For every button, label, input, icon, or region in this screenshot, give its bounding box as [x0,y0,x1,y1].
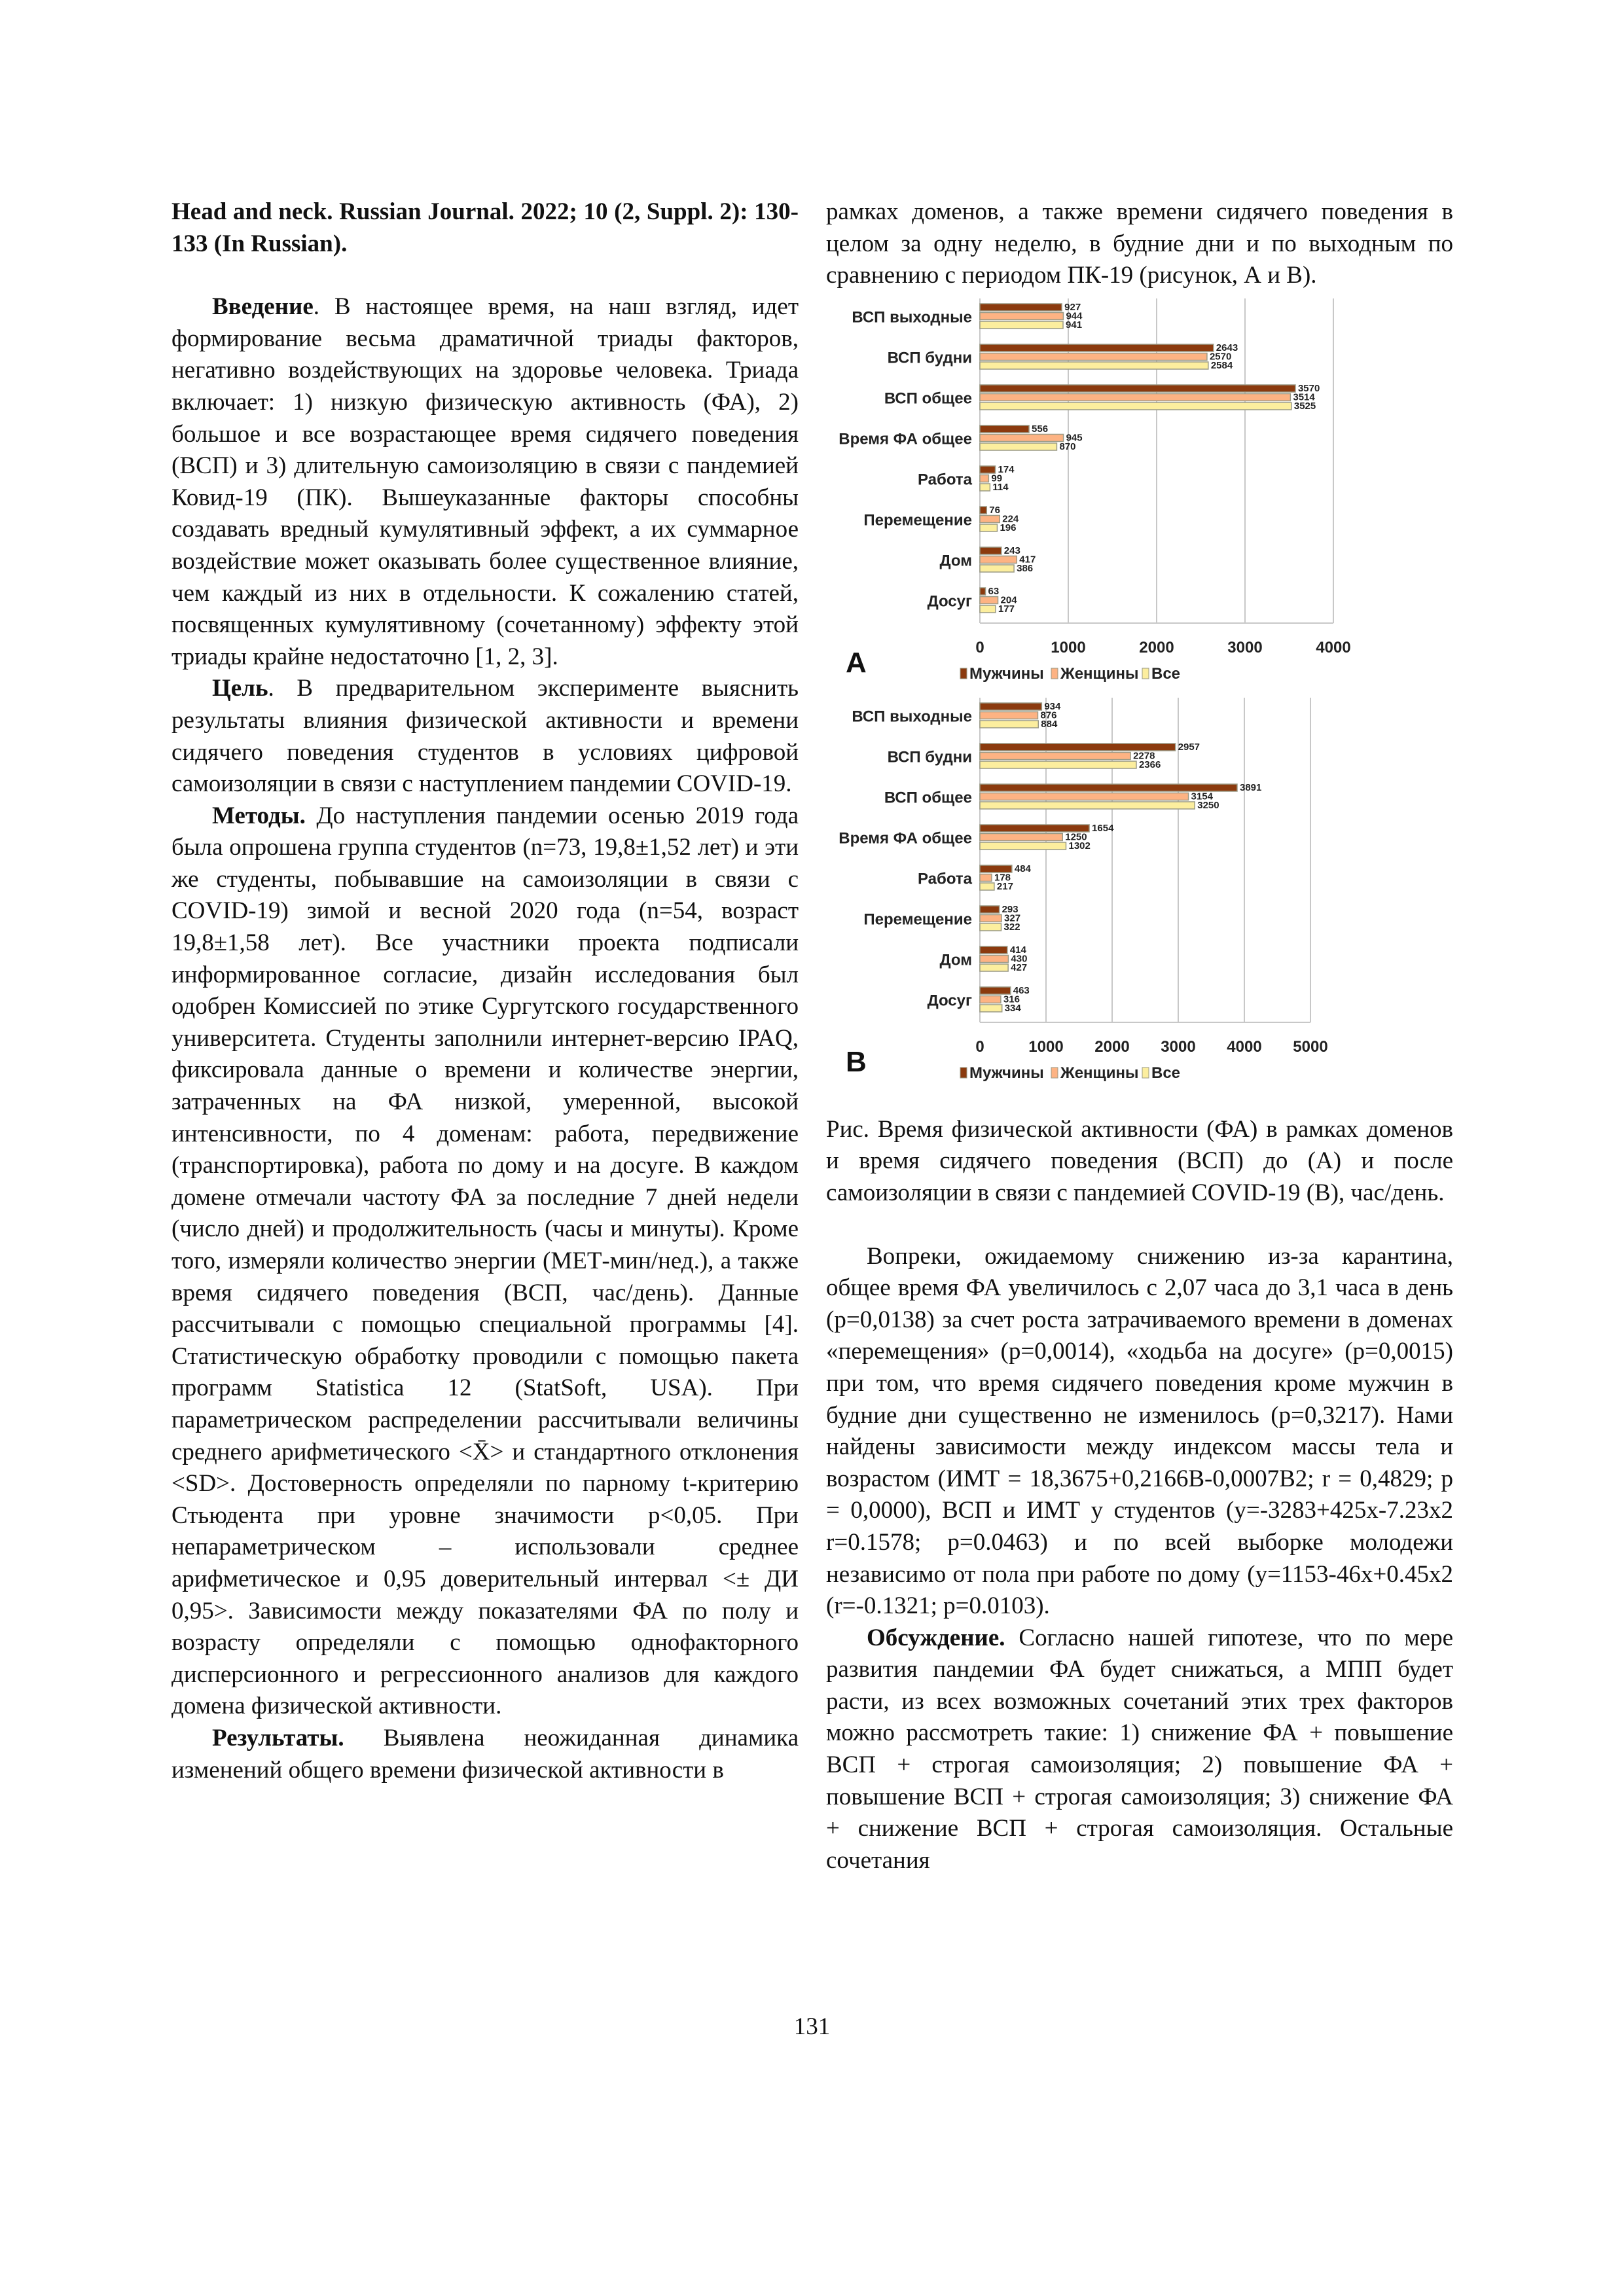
category-label: ВСП общее [884,789,972,807]
data-label: 3570 [1297,382,1320,394]
legend-label: Женщины [1060,664,1139,683]
data-label: 177 [998,603,1015,615]
data-label: 224 [1002,513,1019,525]
bar [980,752,1130,759]
results-heading: Результаты. [212,1724,344,1751]
legend-swatch [1142,1067,1149,1078]
bar [980,475,988,482]
bar [980,565,1014,572]
legend-label: Все [1151,664,1181,683]
category-label: Перемещение [863,910,972,929]
chart-b [820,691,1461,1090]
bar [980,865,1012,872]
bar [980,304,1062,311]
category-label: ВСП будни [887,349,972,367]
bar [980,507,986,514]
data-label: 99 [991,473,1003,484]
bar [980,403,1291,410]
results-continuation: рамках доменов, а также времени сидячего поведения в целом за одну неделю, в будние дни и по выходным по сравнению с периодом ПК-19 (рисунок, А и В). [826,198,1453,289]
data-label: 884 [1041,718,1058,730]
bar [980,605,996,613]
legend-swatch [1051,668,1058,679]
data-label: 427 [1011,961,1028,973]
data-label: 1250 [1065,831,1087,843]
bar [980,906,1000,913]
intro-paragraph [171,291,799,673]
data-label: 927 [1064,301,1081,313]
x-tick-label: 0 [975,1037,984,1056]
category-label: Дом [939,951,972,969]
bar [980,353,1207,360]
bar [980,466,995,473]
data-label: 3514 [1293,391,1315,403]
methods-paragraph [171,800,799,1723]
legend-label: Мужчины [969,664,1044,683]
category-label: Дом [939,552,972,570]
figure [820,292,1461,1090]
bar [980,996,1001,1003]
data-label: 934 [1044,700,1061,712]
category-label: ВСП будни [887,748,972,766]
category-label: Время ФА общее [839,829,972,848]
category-label: ВСП выходные [852,708,972,726]
bar [980,987,1011,994]
goal-paragraph [171,673,799,800]
bar [980,784,1237,791]
bar [980,312,1063,319]
right-column [826,196,1453,1876]
results-paragraph [171,1723,799,1786]
results-text: Выявлена неожиданная динамика изменений общего времени физической активности в [171,1724,799,1784]
data-label: 386 [1017,562,1034,574]
intro-heading: Введение [212,293,314,321]
data-label: 2643 [1216,342,1238,353]
bar [980,362,1208,369]
discussion-text: Согласно нашей гипотезе, что по мере развития пандемии ФА будет снижаться, а МПП будет расти, из всех возможных сочетаний этих трех факторов можно рассмотреть такие: 1) снижение ФА + повышение ВСП + строгая самоизоляция; 2) повышение ФА + повышение ВСП + строгая самоизоляция; 3) снижение ФА + снижение ВСП + строгая самоизоляция. Остальные сочетания [826,1624,1453,1874]
data-label: 243 [1003,545,1020,556]
x-tick-label: 3000 [1161,1037,1196,1056]
page-number: 131 [793,2013,831,2040]
bar [980,434,1064,441]
intro-text: . В настоящее время, на наш взгляд, идет формирование весьма драматичной триады факторов, негативно воздействующих на здоровье человека. Триада включает: 1) низкую физическую активность (ФА), 2) большое и все возрастающее время сидячего поведения (ВСП) и 3) длительную самоизоляцию в связи с пандемией Ковид-19 (ПК). Вышеуказанные факторы способны создавать вредный кумулятивный эффект, а их суммарное воздействие может оказывать более существенное влияние, чем каждый из них в отдельности. К сожалению статей, посвященных кумулятивному (сочетанному) эффекту этой триады крайне недостаточно [1, 2, 3]. [171,293,799,670]
data-label: 430 [1011,953,1028,965]
data-label: 316 [1003,994,1020,1005]
bar [980,588,986,595]
bar [980,793,1189,800]
bar [980,883,994,890]
data-label: 196 [1000,522,1017,533]
data-label: 870 [1059,440,1076,452]
data-label: 2366 [1138,759,1161,770]
bar [980,874,992,881]
goal-heading: Цель [212,675,268,702]
category-label: Работа [917,870,972,888]
bar [980,946,1007,954]
bar [980,344,1214,351]
left-column [171,196,799,1786]
bar [980,842,1066,850]
data-label: 941 [1066,319,1083,331]
methods-heading: Методы. [212,802,306,829]
data-label: 2278 [1133,750,1155,762]
legend-swatch [960,1067,967,1078]
bar [980,833,1062,840]
x-tick-label: 4000 [1316,638,1351,656]
bar [980,1005,1002,1012]
data-label: 944 [1066,310,1083,322]
discussion-paragraph [826,1623,1453,1877]
data-label: 3154 [1191,791,1213,802]
discussion-heading: Обсуждение. [867,1624,1005,1651]
data-label: 417 [1019,554,1036,565]
bar [980,385,1295,392]
x-tick-label: 1000 [1028,1037,1064,1056]
data-label: 63 [988,585,1000,597]
category-label: ВСП общее [884,389,972,408]
bar [980,802,1195,809]
bar [980,914,1001,922]
bar [980,556,1017,563]
bar [980,524,997,531]
data-label: 556 [1032,423,1049,435]
bar [980,515,1000,522]
bar [980,955,1008,962]
category-label: Досуг [927,592,972,611]
data-label: 876 [1040,709,1057,721]
goal-text: . В предварительном эксперименте выяснить результаты влияния физической активности и времени сидячего поведения студентов в условиях цифровой самоизоляции в связи с наступлением пандемии COVID-19. [171,675,799,798]
x-tick-label: 2000 [1094,1037,1130,1056]
bar [980,443,1056,450]
legend-label: Мужчины [969,1064,1044,1082]
data-label: 76 [989,504,1000,516]
panel-label: B [846,1045,867,1078]
data-label: 3891 [1239,781,1262,793]
data-label: 293 [1001,903,1019,915]
data-label: 327 [1004,912,1021,924]
data-label: 2584 [1210,359,1233,371]
figure-caption: Рис. Время физической активности (ФА) в рамках доменов и время сидячего поведения (ВСП) до (А) и после самоизоляции в связи с пандемией COVID-19 (В), час/день. [826,1115,1453,1206]
data-label: 1654 [1092,822,1114,834]
category-label: Перемещение [863,511,972,529]
x-tick-label: 5000 [1293,1037,1328,1056]
legend-swatch [1051,1067,1058,1078]
data-label: 217 [996,880,1013,892]
legend-label: Женщины [1060,1064,1139,1082]
data-label: 3250 [1197,799,1219,811]
legend-swatch [1142,668,1149,679]
results-continued-paragraph: Вопреки, ожидаемому снижению из-за карантина, общее время ФА увеличилось с 2,07 часа до 3,1 часа в день (p=0,0138) за счет роста затрачиваемого времени в доменах «перемещения» (p=0,0014), «ходьба на досуге» (p=0,0015) при том, что время сидячего поведения кроме мужчин в будние дни существенно не изменилось (p=0,3217). Нами найдены зависимости между индексом массы тела и возрастом (ИМТ = 18,3675+0,2166В-0,0007В2; r = 0,4829; p = 0,0000), ВСП и ИМТ у студентов (y=-3283+425x-7.23x2 r=0.1578; p=0.0463) и по всей выборке молодежи независимо от пола при работе по дому (y=1153-46x+0.45x2 (r=-0.1321; p=0.0103). [826,1242,1453,1620]
bar [980,484,990,491]
data-label: 114 [992,481,1009,493]
data-label: 178 [994,872,1011,884]
data-label: 1302 [1068,840,1091,852]
data-label: 463 [1013,984,1030,996]
category-label: Время ФА общее [839,430,972,448]
data-label: 204 [1000,594,1017,606]
bar [980,761,1136,768]
x-tick-label: 1000 [1051,638,1086,656]
bar [980,547,1001,554]
citation: Head and neck. Russian Journal. 2022; 10 (2, Suppl. 2): 130-133 (In Russian). [171,198,799,257]
legend-swatch [960,668,967,679]
bar [980,321,1063,329]
bar [980,711,1038,719]
bar [980,964,1008,971]
bar [980,721,1038,728]
bar [980,744,1176,751]
data-label: 2957 [1178,741,1200,753]
category-label: Досуг [927,992,972,1010]
data-label: 2570 [1209,351,1232,363]
bar [980,425,1029,433]
bar [980,825,1089,832]
data-label: 414 [1009,944,1026,956]
data-label: 174 [998,463,1015,475]
x-tick-label: 4000 [1227,1037,1262,1056]
data-label: 334 [1004,1002,1021,1014]
bar [980,596,998,603]
category-label: Работа [917,471,972,489]
chart-a [820,292,1461,691]
bar [980,703,1041,710]
x-tick-label: 0 [975,638,984,656]
data-label: 322 [1003,921,1020,933]
data-label: 3525 [1293,400,1316,412]
methods-text: До наступления пандемии осенью 2019 года была опрошена группа студентов (n=73, 19,8±1,52 лет) и эти же студенты, побывавшие на самоизоляции в связи с COVID-19) зимой и весной 2020 года (n=54, возраст 19,8±1,58 лет). Все участники проекта подписали информированное согласие, дизайн исследования был одобрен Комиссией по этике Сургутского государственного университета. Студенты заполнили интернет-версию IPAQ, фиксировала данные о времени и количестве энергии, затраченных на ФА низкой, умеренной, высокой интенсивности, по 4 доменам: работа, передвижение (транспортировка), работа по дому и на досуге. В каждом домене отмечали частоту ФА за последние 7 дней недели (число дней) и продолжительность (часы и минуты). Кроме того, измеряли количество энергии (МЕТ-мин/нед.), а также время сидячего поведения (ВСП, час/день). Данные рассчитывали с помощью специальной программы [4]. Статистическую обработку проводили с помощью пакета программ Statistica 12 (StatSoft, USA). При параметрическом распределении рассчитывали величины среднего арифметического <X̄> и стандартного отклонения <SD>. Достоверность определяли по парному t-критерию Стьюдента при уровне значимости p<0,05. При непараметрическом – использовали среднее арифметическое и 0,95 доверительный интервал <± ДИ 0,95>. Зависимости между показателями ФА по полу и возрасту определяли с помощью однофакторного дисперсионного и регрессионного анализов для каждого домена физической активности. [171,802,799,1720]
category-label: ВСП выходные [852,308,972,327]
data-label: 945 [1066,432,1083,444]
legend-label: Все [1151,1064,1181,1082]
x-tick-label: 3000 [1227,638,1263,656]
bar [980,924,1001,931]
panel-label: A [846,646,867,679]
bar [980,393,1290,401]
data-label: 484 [1014,863,1031,874]
x-tick-label: 2000 [1139,638,1174,656]
